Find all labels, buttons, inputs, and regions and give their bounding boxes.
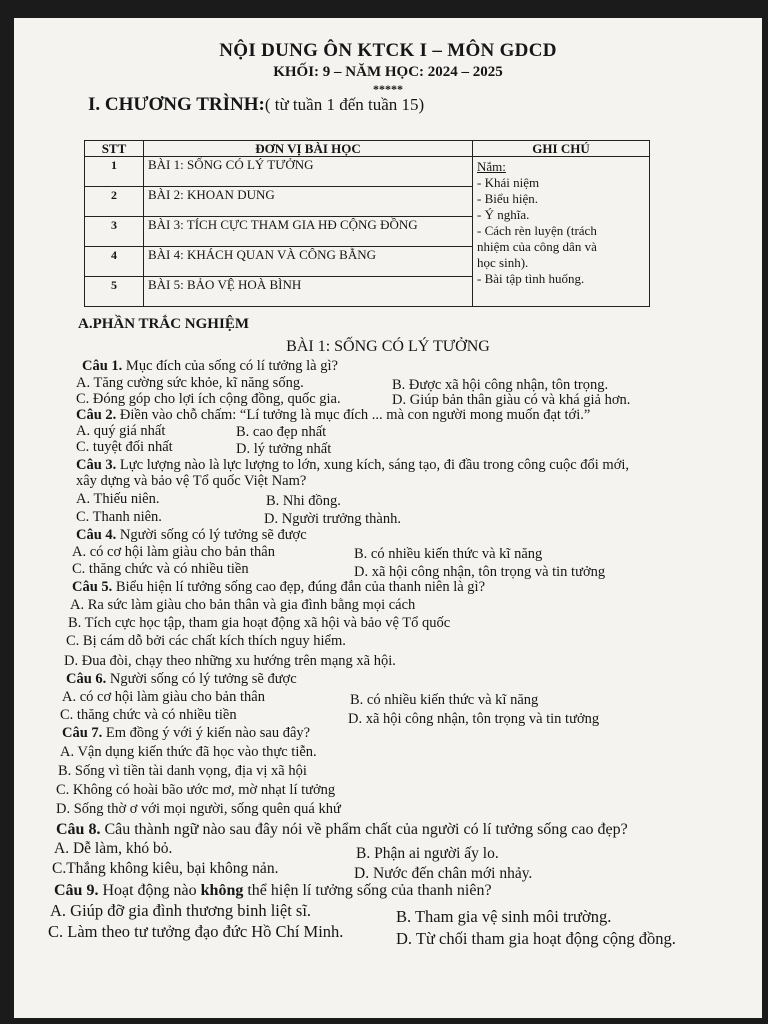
row-note — [473, 157, 650, 307]
section-program-range: ( từ tuần 1 đến tuần 15) — [264, 95, 425, 114]
option-d: D. Người trưởng thành. — [264, 511, 401, 527]
option-a: A. có cơ hội làm giàu cho bản thân — [62, 689, 265, 705]
note-line: học sinh). — [477, 255, 529, 270]
question-label: Câu 3. — [76, 457, 117, 473]
document-title: NỘI DUNG ÔN KTCK I – MÔN GDCD — [219, 40, 557, 61]
question-text: Người sống có lý tưởng sẽ được — [106, 671, 297, 687]
option-b: B. Tích cực học tập, tham gia hoạt động xã hội và bảo vệ Tổ quốc — [68, 615, 451, 631]
question-label: Câu 1. — [82, 358, 123, 374]
option-a: A. Dễ làm, khó bỏ. — [54, 840, 173, 857]
question-3 — [76, 457, 629, 474]
question-text-pre: Hoạt động nào — [98, 882, 201, 899]
stars-divider: ***** — [373, 82, 403, 96]
note-title: Nắm: — [477, 159, 506, 174]
header-note: GHI CHÚ — [473, 141, 650, 157]
question-text: Điền vào chỗ chấm: “Lí tưởng là mục đích ... mà con người mong muốn đạt tới.” — [116, 407, 591, 423]
option-a: A. Thiếu niên. — [76, 491, 160, 507]
table-row — [85, 157, 650, 187]
option-a: A. Giúp đỡ gia đình thương binh liệt sĩ. — [50, 901, 312, 920]
option-c: C. tuyệt đối nhất — [76, 439, 173, 455]
question-8 — [56, 821, 628, 838]
section-program-title: I. CHƯƠNG TRÌNH: — [88, 94, 265, 115]
option-a: A. Vận dụng kiến thức đã học vào thực tiễn. — [60, 744, 317, 760]
document-page — [14, 18, 762, 1018]
question-text: Lực lượng nào là lực lượng to lớn, xung kích, sáng tạo, đi đầu trong công cuộc đổi mới, — [116, 457, 630, 473]
option-b: B. Nhi đồng. — [266, 493, 341, 509]
option-d: D. Đua đòi, chạy theo những xu hướng trên mạng xã hội. — [64, 653, 396, 669]
question-label: Câu 4. — [76, 527, 117, 543]
option-a: A. có cơ hội làm giàu cho bản thân — [72, 544, 275, 560]
note-line: - Bài tập tình huống. — [477, 271, 585, 286]
question-text: Biểu hiện lí tưởng sống cao đẹp, đúng đắn của thanh niên là gì? — [112, 579, 485, 595]
option-c: C. Bị cám dỗ bởi các chất kích thích nguy hiểm. — [66, 633, 346, 649]
option-d: D. xã hội công nhận, tôn trọng và tin tưởng — [354, 564, 606, 580]
option-c: C. Không có hoài bão ước mơ, mờ nhạt lí tưởng — [56, 782, 336, 798]
header-stt: STT — [85, 141, 144, 157]
lesson-title: BÀI 1: SỐNG CÓ LÝ TƯỞNG — [286, 338, 490, 355]
row-stt: 3 — [85, 217, 144, 247]
question-6 — [66, 671, 297, 688]
option-c: C. Làm theo tư tưởng đạo đức Hồ Chí Minh. — [48, 922, 344, 941]
option-c: C. thăng chức và có nhiều tiền — [60, 707, 237, 723]
option-b: B. cao đẹp nhất — [236, 424, 327, 440]
question-label: Câu 2. — [76, 407, 117, 423]
note-line: - Khái niệm — [477, 175, 540, 190]
document-subtitle: KHỐI: 9 – NĂM HỌC: 2024 – 2025 — [273, 64, 503, 80]
table-header-row — [85, 141, 650, 157]
question-3-continued: xây dựng và bảo vệ Tổ quốc Việt Nam? — [76, 473, 307, 489]
option-a: A. quý giá nhất — [76, 423, 166, 439]
row-unit: BÀI 5: BẢO VỆ HOÀ BÌNH — [144, 277, 473, 307]
section-program-heading — [88, 94, 424, 116]
option-c: C. thăng chức và có nhiều tiền — [72, 561, 249, 577]
option-d: D. lý tưởng nhất — [236, 441, 332, 457]
option-b: B. có nhiều kiến thức và kĩ năng — [354, 546, 543, 562]
photo-edge — [0, 0, 14, 1024]
question-label: Câu 6. — [66, 671, 107, 687]
option-d: D. Từ chối tham gia hoạt động cộng đồng. — [396, 929, 676, 948]
question-label: Câu 8. — [56, 821, 101, 838]
option-d: D. Sống thờ ơ với mọi người, sống quên quá khứ — [56, 801, 341, 817]
option-b: B. Phận ai người ấy lo. — [356, 845, 499, 862]
option-b: B. có nhiều kiến thức và kĩ năng — [350, 692, 539, 708]
note-line: - Cách rèn luyện (trách — [477, 223, 597, 238]
row-stt: 4 — [85, 247, 144, 277]
question-4 — [76, 527, 307, 544]
option-c: C. Đóng góp cho lợi ích cộng đồng, quốc gia. — [76, 391, 341, 407]
row-stt: 5 — [85, 277, 144, 307]
program-table — [84, 140, 650, 307]
question-text: Em đồng ý với ý kiến nào sau đây? — [102, 725, 311, 741]
question-label: Câu 7. — [62, 725, 103, 741]
option-d: D. Nước đến chân mới nhảy. — [354, 865, 533, 882]
question-2 — [76, 407, 590, 424]
row-stt: 1 — [85, 157, 144, 187]
option-b: B. Sống vì tiền tài danh vọng, địa vị xã hội — [58, 763, 307, 779]
option-c: C. Thanh niên. — [76, 509, 162, 525]
row-unit: BÀI 1: SỐNG CÓ LÝ TƯỞNG — [144, 157, 473, 187]
question-text-post: thể hiện lí tưởng sống của thanh niên? — [243, 882, 492, 899]
question-label: Câu 5. — [72, 579, 113, 595]
question-7 — [62, 725, 310, 742]
question-text: Mục đích của sống có lí tưởng là gì? — [122, 358, 338, 374]
question-1 — [82, 358, 338, 375]
option-b: B. Tham gia vệ sinh môi trường. — [396, 907, 612, 926]
question-text-emphasis: không — [200, 882, 244, 899]
question-label: Câu 9. — [54, 882, 99, 899]
row-stt: 2 — [85, 187, 144, 217]
option-a: A. Ra sức làm giàu cho bản thân và gia đình bằng mọi cách — [70, 597, 416, 613]
header-unit: ĐƠN VỊ BÀI HỌC — [144, 141, 473, 157]
row-unit: BÀI 2: KHOAN DUNG — [144, 187, 473, 217]
option-d: D. Giúp bản thân giàu có và khá giả hơn. — [392, 392, 631, 408]
option-c: C.Thắng không kiêu, bại không nản. — [52, 860, 279, 877]
section-multiple-choice-heading: A.PHẦN TRẮC NGHIỆM — [78, 316, 249, 332]
note-line: nhiệm của công dân và — [477, 239, 597, 254]
note-line: - Ý nghĩa. — [477, 207, 530, 222]
question-5 — [72, 579, 485, 596]
note-line: - Biểu hiện. — [477, 191, 539, 206]
question-9 — [54, 882, 492, 899]
row-unit: BÀI 3: TÍCH CỰC THAM GIA HĐ CỘNG ĐỒNG — [144, 217, 473, 247]
row-unit: BÀI 4: KHÁCH QUAN VÀ CÔNG BẰNG — [144, 247, 473, 277]
option-a: A. Tăng cường sức khỏe, kĩ năng sống. — [76, 375, 304, 391]
option-b: B. Được xã hội công nhận, tôn trọng. — [392, 377, 609, 393]
question-text: Người sống có lý tưởng sẽ được — [116, 527, 307, 543]
question-text: Câu thành ngữ nào sau đây nói về phẩm chất của người có lí tưởng sống cao đẹp? — [100, 821, 628, 838]
option-d: D. xã hội công nhận, tôn trọng và tin tưởng — [348, 711, 600, 727]
